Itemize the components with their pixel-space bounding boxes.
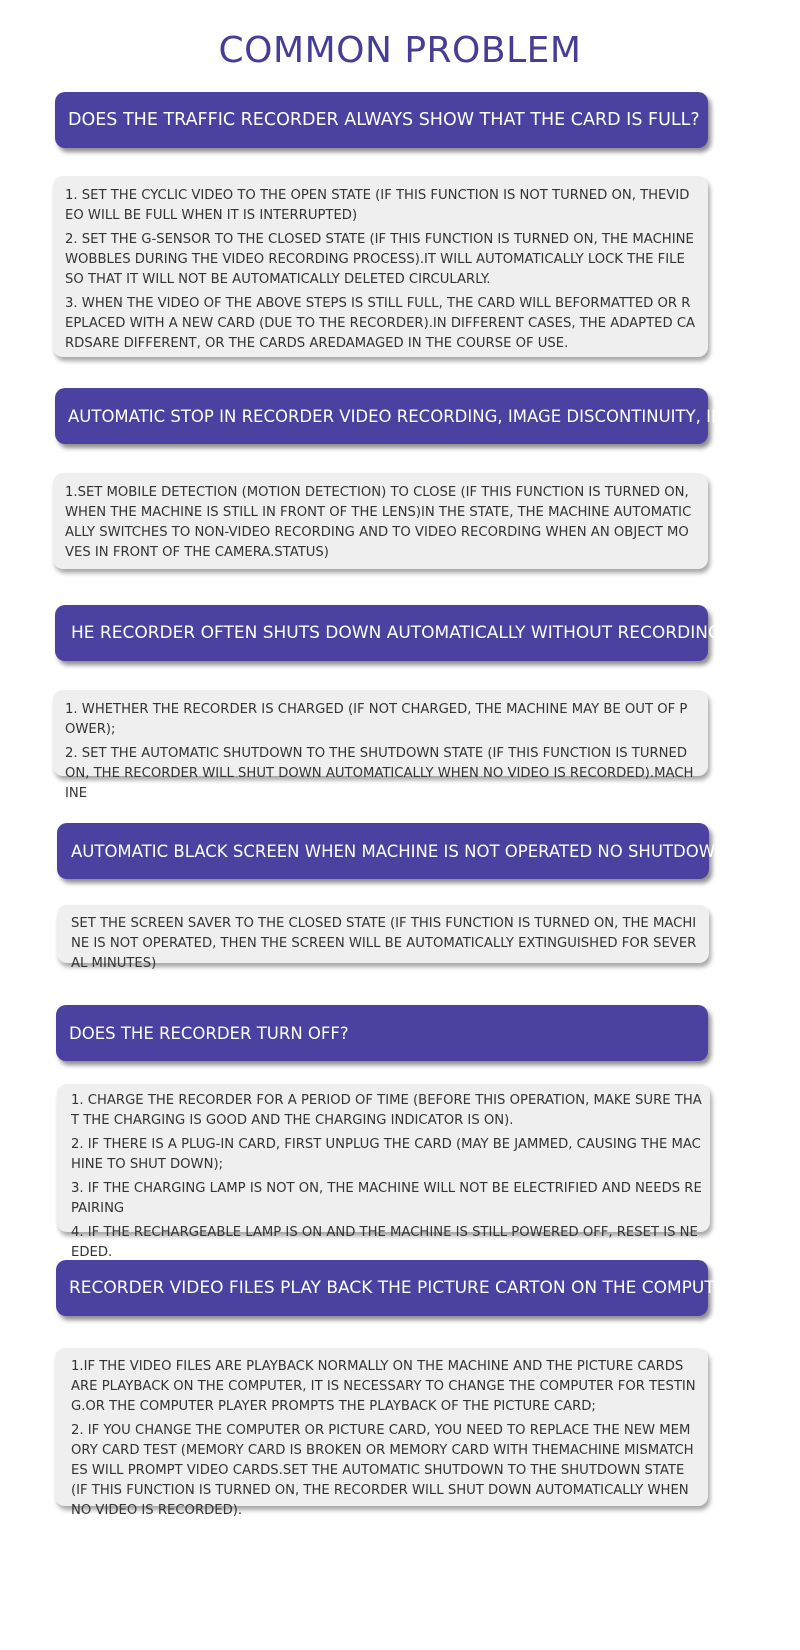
section-header-black-screen [57, 823, 728, 879]
answer-box-automatic-stop [53, 473, 708, 569]
section-header-playback [56, 1260, 738, 1316]
answer-item: 3. IF THE CHARGING LAMP IS NOT ON, THE MACHINE WILL NOT BE ELECTRIFIED AND NEEDS REPAIRING [71, 1181, 702, 1216]
section-header-shuts-down [55, 605, 727, 661]
answer-box-playback [55, 1348, 708, 1518]
answer-item: 2. IF YOU CHANGE THE COMPUTER OR PICTURE CARD, YOU NEED TO REPLACE THE NEW MEMORY CARD TEST (MEMORY CARD IS BROKEN OR MEMORY CARD WITH THEMACHINE MISMATCHES WILL PROMPT VIDEO CARDS.SET THE AUTOMATIC SHUTDOWN TO THE SHUTDOWN STATE (IF THIS FUNCTION IS TURNED ON, THE RECORDER WILL SHUT DOWN AUTOMATICALLY WHEN NO VIDEO IS RECORDED). [71, 1423, 694, 1518]
section-header-label: DOES THE RECORDER TURN OFF? [69, 1023, 349, 1043]
answer-item: 4. IF THE RECHARGEABLE LAMP IS ON AND THE MACHINE IS STILL POWERED OFF, RESET IS NEEDED. [71, 1225, 698, 1260]
section-header-label: AUTOMATIC STOP IN RECORDER VIDEO RECORDING, IMAGE DISCONTINUITY, INTERVAL [68, 406, 786, 426]
answer-item: 2. IF THERE IS A PLUG-IN CARD, FIRST UNPLUG THE CARD (MAY BE JAMMED, CAUSING THE MACHINE TO SHUT DOWN); [71, 1137, 701, 1172]
answer-item: 1. SET THE CYCLIC VIDEO TO THE OPEN STATE (IF THIS FUNCTION IS NOT TURNED ON, THEVIDEO WILL BE FULL WHEN IT IS INTERRUPTED) [65, 188, 690, 223]
section-header-label: AUTOMATIC BLACK SCREEN WHEN MACHINE IS NOT OPERATED NO SHUTDOWN [71, 841, 728, 861]
answer-box-black-screen [57, 905, 709, 971]
answer-item: 2. SET THE AUTOMATIC SHUTDOWN TO THE SHUTDOWN STATE (IF THIS FUNCTION IS TURNED ON, THE RECORDER WILL SHUT DOWN AUTOMATICALLY WHEN NO VIDEO IS RECORDED).MACHINE [65, 746, 694, 801]
answer-box-shuts-down [53, 690, 708, 801]
answer-item: SET THE SCREEN SAVER TO THE CLOSED STATE (IF THIS FUNCTION IS TURNED ON, THE MACHINE IS NOT OPERATED, THEN THE SCREEN WILL BE AUTOMATICALLY EXTINGUISHED FOR SEVERAL MINUTES) [71, 916, 697, 971]
page-title: COMMON PROBLEM [218, 30, 582, 71]
section-header-turn-off [56, 1005, 708, 1061]
section-header-card-full [55, 92, 708, 148]
answer-item: 3. WHEN THE VIDEO OF THE ABOVE STEPS IS STILL FULL, THE CARD WILL BEFORMATTED OR REPLACED WITH A NEW CARD (DUE TO THE RECORDER).IN DIFFERENT CASES, THE ADAPTED CARDSARE DIFFERENT, OR THE CARDS AREDAMAGED IN THE COURSE OF USE. [65, 296, 696, 351]
section-header-automatic-stop [55, 388, 786, 444]
section-header-label: DOES THE TRAFFIC RECORDER ALWAYS SHOW THAT THE CARD IS FULL? [68, 110, 700, 130]
answer-item: 1.SET MOBILE DETECTION (MOTION DETECTION) TO CLOSE (IF THIS FUNCTION IS TURNED ON, WHEN THE MACHINE IS STILL IN FRONT OF THE LENS)IN THE STATE, THE MACHINE AUTOMATICALLY SWITCHES TO NON-VIDEO RECORDING AND TO VIDEO RECORDING WHEN AN OBJECT MOVES IN FRONT OF THE CAMERA.STATUS) [65, 485, 692, 560]
section-header-label: RECORDER VIDEO FILES PLAY BACK THE PICTURE CARTON ON THE COMPUTER [69, 1278, 738, 1298]
section-header-label: HE RECORDER OFTEN SHUTS DOWN AUTOMATICALLY WITHOUT RECORDING. [71, 623, 727, 643]
answer-item: 1. WHETHER THE RECORDER IS CHARGED (IF NOT CHARGED, THE MACHINE MAY BE OUT OF POWER); [65, 702, 688, 737]
answer-box-turn-off [57, 1084, 710, 1260]
answer-item: 1.IF THE VIDEO FILES ARE PLAYBACK NORMALLY ON THE MACHINE AND THE PICTURE CARDS ARE PLAYBACK ON THE COMPUTER, IT IS NECESSARY TO CHANGE THE COMPUTER FOR TESTING.OR THE COMPUTER PLAYER PROMPTS THE PLAYBACK OF THE PICTURE CARD; [71, 1359, 696, 1414]
answer-item: 1. CHARGE THE RECORDER FOR A PERIOD OF TIME (BEFORE THIS OPERATION, MAKE SURE THAT THE CHARGING IS GOOD AND THE CHARGING INDICATOR IS ON). [71, 1093, 702, 1128]
answer-box-card-full [53, 176, 708, 357]
answer-item: 2. SET THE G-SENSOR TO THE CLOSED STATE (IF THIS FUNCTION IS TURNED ON, THE MACHINEWOBBLES DURING THE VIDEO RECORDING PROCESS).IT WILL AUTOMATICALLY LOCK THE FILE SO THAT IT WILL NOT BE AUTOMATICALLY DELETED CIRCULARLY. [65, 232, 694, 287]
